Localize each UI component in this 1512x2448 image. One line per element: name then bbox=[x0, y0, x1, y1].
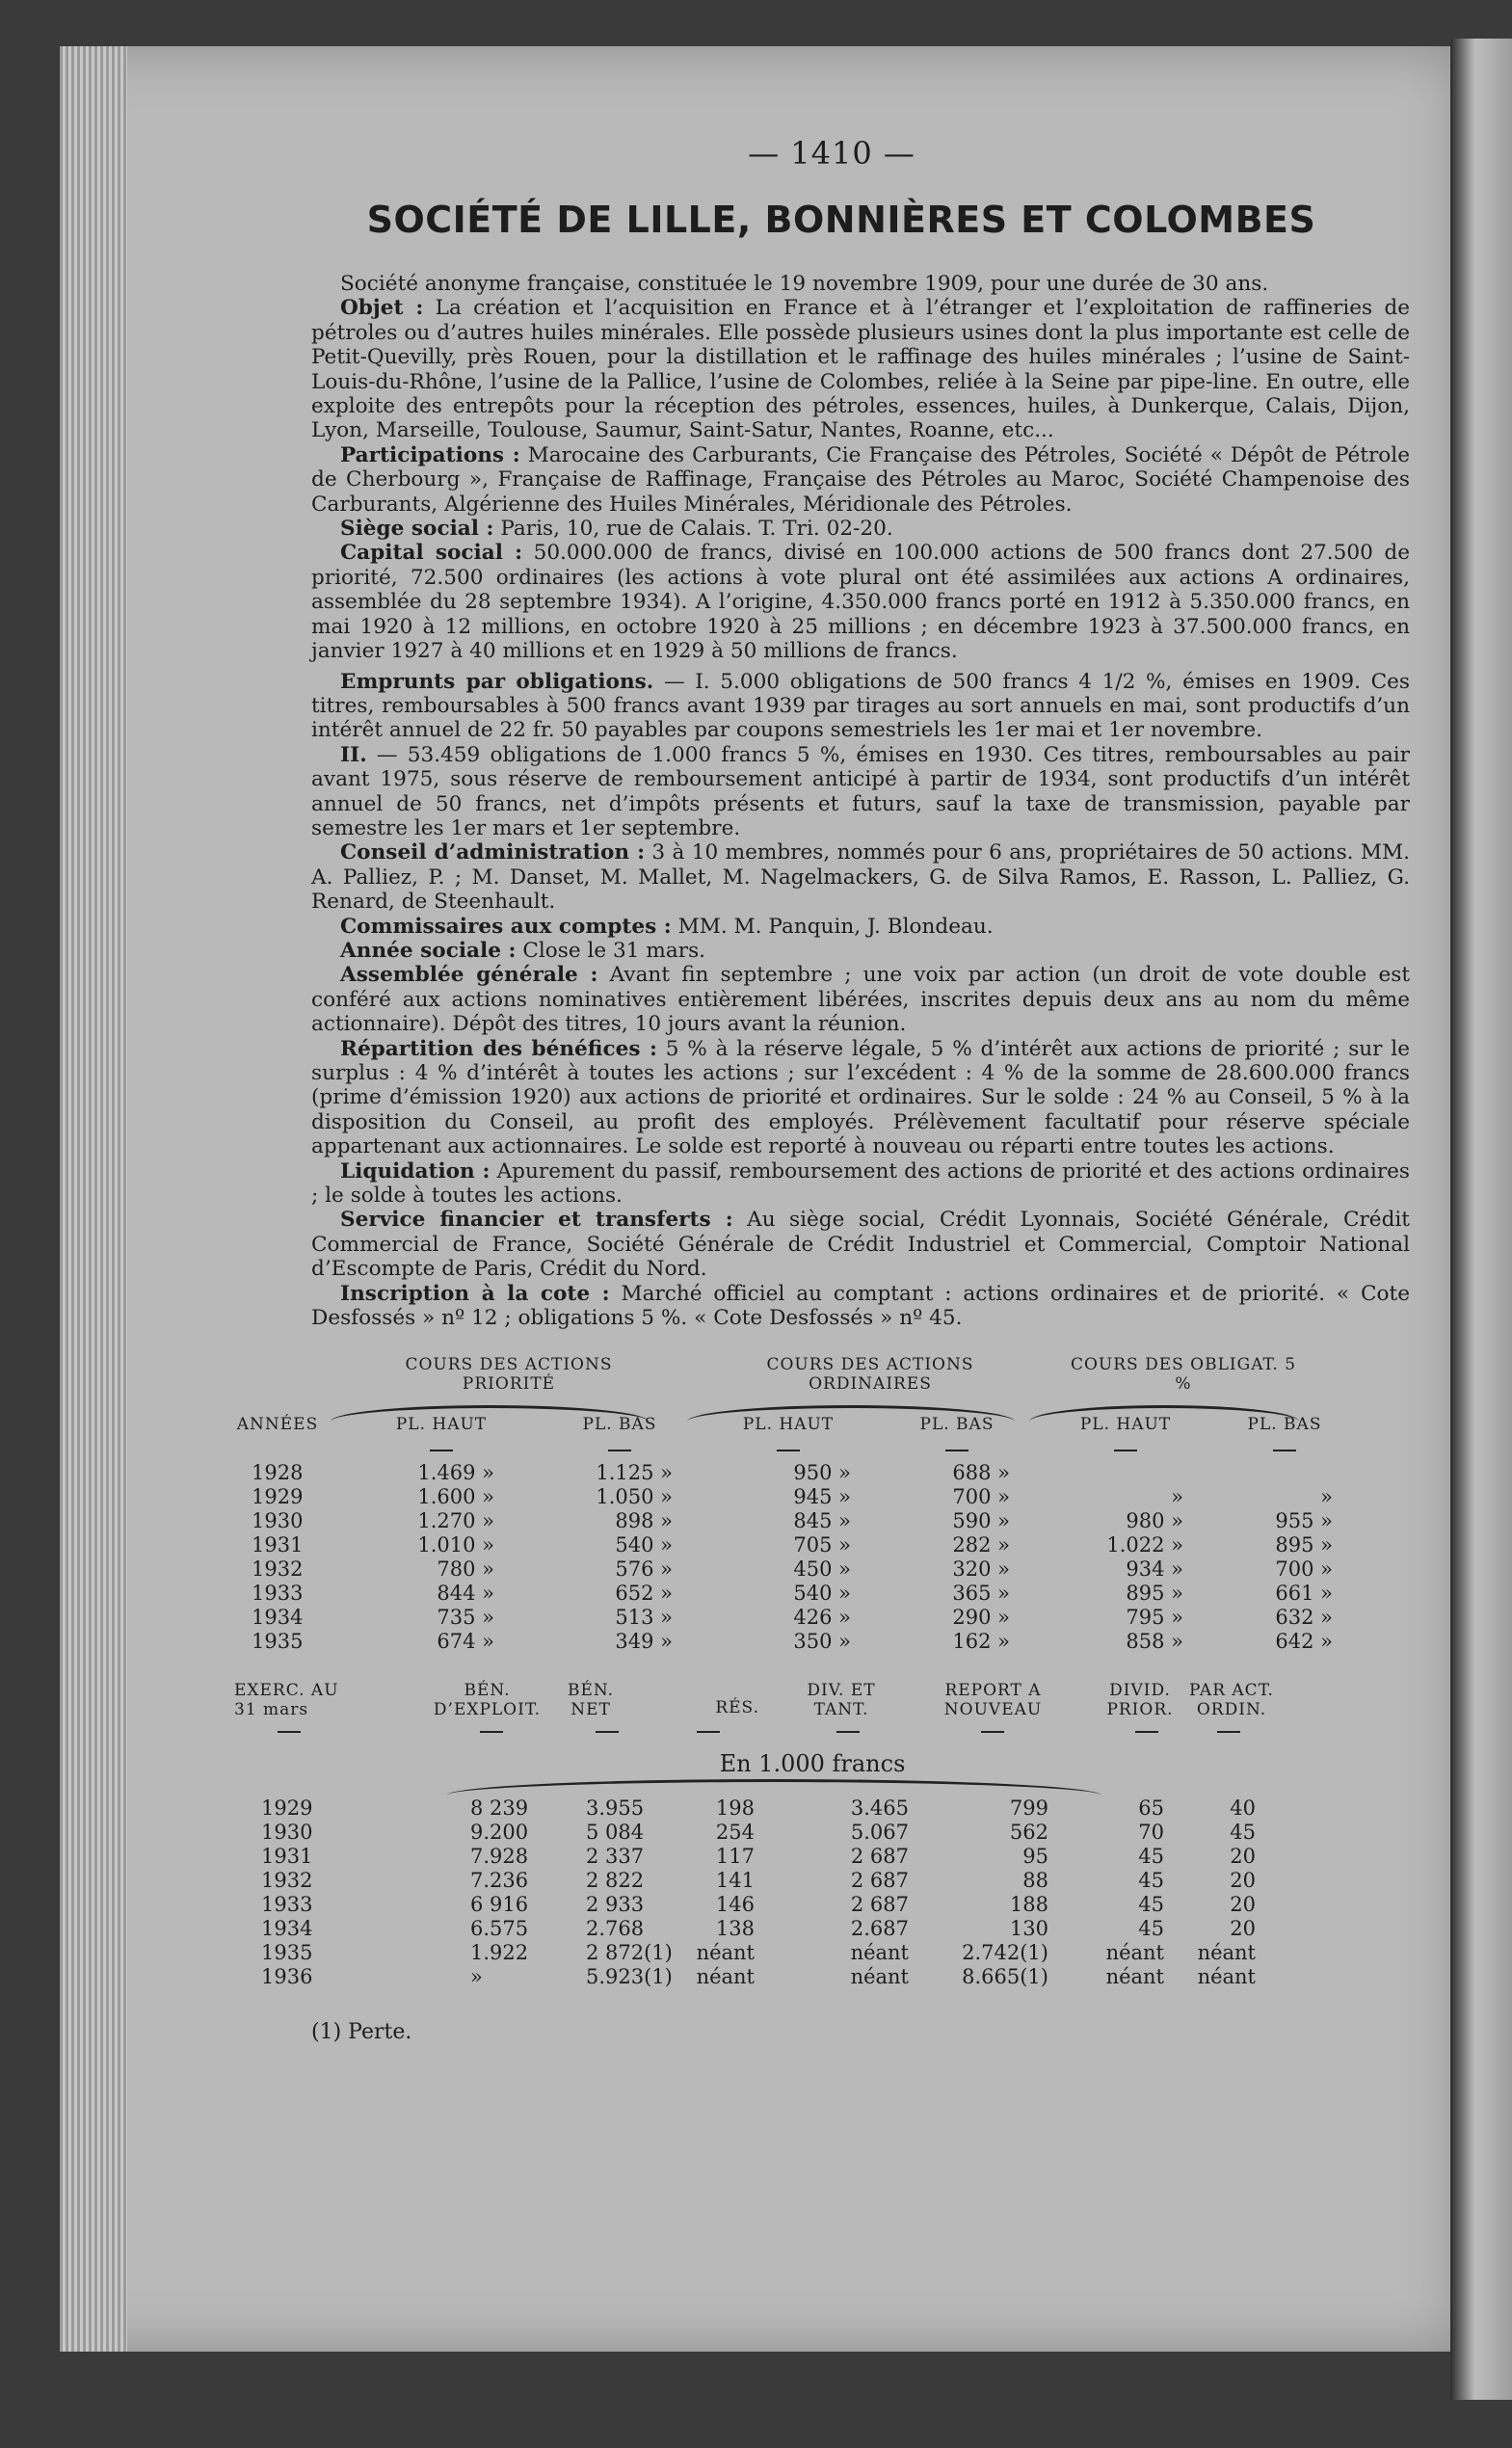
column-dash bbox=[1135, 1731, 1158, 1733]
table-cell: 20 bbox=[1230, 1869, 1256, 1893]
table-cell: 349 » bbox=[615, 1630, 673, 1654]
paragraph-text: Marché officiel au comptant : actions ordinaires et de priorité. « Cote Desfossés » nº 12 ; obligations 5 %. « Cote Desfossés » nº 45. bbox=[311, 1281, 1410, 1331]
table-cell: » bbox=[470, 1965, 483, 1989]
paragraph-text: — 53.459 obligations de 1.000 francs 5 %, émises en 1930. Ces titres, remboursables au pair avant 1975, sous réserve de remboursement anticipé à partir de 1934, sont productifs d’un intérêt annuel de 50 francs, net d’impôts présents et futurs, sauf la taxe de transmission, payable par semestre les 1er mars et 1er septembre. bbox=[311, 742, 1410, 840]
page-edge-right bbox=[1450, 39, 1512, 2400]
group-header: COURS DES ACTIONS PRIORITÉ bbox=[405, 1355, 613, 1395]
paragraph-text: 3 à 10 membres, nommés pour 6 ans, propriétaires de 50 actions. MM. A. Palliez, P. ; M. Danset, M. Mallet, M. Nagelmackers, G. de Silva Ramos, E. Rasson, L. Palliez, G. Renard, de Steenhault. bbox=[311, 840, 1410, 915]
paragraph bbox=[311, 443, 1410, 517]
table-cell: 795 » bbox=[1126, 1606, 1183, 1630]
paragraph-label: Année sociale : bbox=[340, 938, 517, 963]
table-cell: 2 687 bbox=[850, 1869, 909, 1893]
table-cell: 2 687 bbox=[850, 1845, 909, 1869]
table-cell: 7.236 bbox=[470, 1869, 529, 1893]
paragraph bbox=[311, 517, 1410, 541]
paragraph-label: Service financier et transferts : bbox=[340, 1208, 733, 1233]
table-cell: 2.742(1) bbox=[962, 1941, 1048, 1965]
table-cell: 1932 bbox=[252, 1557, 304, 1582]
table-cell: 980 » bbox=[1126, 1509, 1183, 1533]
paragraph-text: 50.000.000 de francs, divisé en 100.000 actions de 500 francs dont 27.500 de priorité, 72.500 ordinaires (les actions à vote plural ont été assimilées aux actions A ordinaires, assemblée du 28 septembre 1934). A l’origine, 4.350.000 francs porté en 1912 à 5.350.000 francs, en mai 1920 à 12 millions, en octobre 1920 à 25 millions ; en décembre 1923 à 37.500.000 francs, en janvier 1927 à 40 millions et en 1929 à 50 millions de francs. bbox=[311, 541, 1410, 664]
table-cell: 642 » bbox=[1275, 1630, 1333, 1654]
table-cell: néant bbox=[1197, 1941, 1256, 1965]
table-cell: 895 » bbox=[1126, 1582, 1183, 1606]
table-cell: 2 687 bbox=[850, 1893, 909, 1917]
table-cell: néant bbox=[1197, 1965, 1256, 1989]
table-cell: 45 bbox=[1138, 1893, 1164, 1917]
table-cell: 45 bbox=[1138, 1917, 1164, 1941]
table-cell: 1932 bbox=[261, 1869, 313, 1893]
table-cell: 40 bbox=[1230, 1796, 1256, 1821]
table-cell: 45 bbox=[1138, 1845, 1164, 1869]
table-cell: 1.922 bbox=[470, 1941, 529, 1965]
table-cell: 5.923(1) bbox=[586, 1965, 673, 1989]
table-cell: 1934 bbox=[261, 1917, 313, 1941]
table-cell: 146 bbox=[715, 1893, 755, 1917]
table-cell: 2.687 bbox=[850, 1917, 909, 1941]
table-cell: néant bbox=[850, 1965, 909, 1989]
paragraph-text: Au siège social, Crédit Lyonnais, Société Générale, Crédit Commercial de France, Société Générale de Crédit Industriel et Commercial, Comptoir National d’Escompte de Paris, Crédit du Nord. bbox=[311, 1208, 1410, 1282]
paragraph bbox=[311, 1159, 1410, 1209]
paragraph-label: Conseil d’administration : bbox=[340, 840, 646, 865]
company-title: SOCIÉTÉ DE LILLE, BONNIÈRES ET COLOMBES bbox=[366, 199, 1316, 241]
column-header: DIVID. PRIOR. bbox=[1106, 1681, 1174, 1720]
table-cell: 20 bbox=[1230, 1917, 1256, 1941]
table-cell: 20 bbox=[1230, 1845, 1256, 1869]
table-cell: 450 » bbox=[793, 1557, 851, 1582]
paragraph-text: Avant fin septembre ; une voix par action (un droit de vote double est conféré aux actions nominatives entièrement libérées, inscrites depuis deux ans au nom du même actionnaire). Dépôt des titres, 10 jours avant la réunion. bbox=[311, 963, 1410, 1037]
table-cell: 138 bbox=[715, 1917, 755, 1941]
column-header: PL. BAS bbox=[582, 1415, 657, 1435]
paragraph-text: MM. M. Panquin, J. Blondeau. bbox=[671, 914, 994, 939]
column-header: PL. BAS bbox=[919, 1415, 995, 1435]
table-cell: 365 » bbox=[952, 1582, 1010, 1606]
table-cell: 426 » bbox=[793, 1606, 851, 1630]
paragraph bbox=[311, 1037, 1410, 1159]
table-cell: 2 933 bbox=[586, 1893, 645, 1917]
table-cell: » bbox=[1171, 1485, 1183, 1509]
table-cell: 8 239 bbox=[470, 1796, 529, 1821]
table-cell: néant bbox=[850, 1941, 909, 1965]
paragraph bbox=[311, 272, 1410, 296]
column-dash bbox=[430, 1450, 453, 1451]
column-header: PL. BAS bbox=[1247, 1415, 1322, 1435]
paragraph-text: Marocaine des Carburants, Cie Française des Pétroles, Société « Dépôt de Pétrole de Cherbourg », Française de Raffinage, Française des Pétroles au Maroc, Société Champenoise des Carburants, Algérienne des Huiles Minérales, Méridionale des Pétroles. bbox=[311, 442, 1410, 517]
paragraph bbox=[311, 963, 1410, 1036]
table-cell: 130 bbox=[1009, 1917, 1048, 1941]
table-cell: 1933 bbox=[261, 1893, 313, 1917]
table-cell: 1935 bbox=[252, 1630, 304, 1654]
table-cell: 674 » bbox=[437, 1630, 494, 1654]
table-cell: néant bbox=[696, 1941, 755, 1965]
table-cell: néant bbox=[1105, 1941, 1164, 1965]
page-edge-left bbox=[60, 46, 127, 2352]
column-dash bbox=[1217, 1731, 1240, 1733]
paragraph-label: II. bbox=[340, 742, 367, 767]
page-number: — 1410 — bbox=[748, 135, 915, 172]
table-cell: 1929 bbox=[261, 1796, 313, 1821]
column-header: BÉN. NET bbox=[567, 1681, 615, 1720]
paragraph-label: Participations : bbox=[340, 442, 520, 467]
table-cell: 2 337 bbox=[586, 1845, 645, 1869]
table-cell: 290 » bbox=[952, 1606, 1010, 1630]
table-cell: 6.575 bbox=[470, 1917, 529, 1941]
paragraph-text: Société anonyme française, constituée le 19 novembre 1909, pour une durée de 30 ans. bbox=[340, 272, 1269, 296]
column-header: RÉS. bbox=[715, 1698, 759, 1718]
column-dash bbox=[1114, 1450, 1137, 1451]
table-cell: 1933 bbox=[252, 1582, 304, 1606]
table-cell: 705 » bbox=[793, 1533, 851, 1557]
table-cell: 513 » bbox=[615, 1606, 673, 1630]
table-cell: 780 » bbox=[437, 1557, 494, 1582]
paragraph-text: 5 % à la réserve légale, 5 % d’intérêt aux actions de priorité ; sur le surplus : 4 % d’intérêt à toutes les actions ; sur l’excédent : 4 % de la somme de 28.600.000 francs (prime d’émission 1920) aux actions de priorité et ordinaires. Sur le solde : 24 % au Conseil, 5 % à la disposition du Conseil, au profit des employés. Prélèvement facultatif pour réserve spéciale appartenant aux actionnaires. Le solde est reporté à nouveau ou réparti entre toutes les actions. bbox=[311, 1036, 1410, 1159]
table-cell: 735 » bbox=[437, 1606, 494, 1630]
table-cell: 188 bbox=[1009, 1893, 1048, 1917]
table-cell: 141 bbox=[715, 1869, 755, 1893]
column-header: ANNÉES bbox=[236, 1415, 319, 1435]
table-cell: 1931 bbox=[252, 1533, 304, 1557]
cours-table bbox=[236, 1355, 1410, 1673]
table-cell: 1.270 » bbox=[417, 1509, 494, 1533]
table-cell: 799 bbox=[1009, 1796, 1048, 1821]
table-cell: 844 » bbox=[437, 1582, 494, 1606]
paragraph bbox=[311, 840, 1410, 914]
table-cell: 2 822 bbox=[586, 1869, 645, 1893]
table-cell: 1.600 » bbox=[417, 1485, 494, 1509]
table-cell: 700 » bbox=[952, 1485, 1010, 1509]
footnote: (1) Perte. bbox=[311, 2020, 412, 2045]
table-cell: 7.928 bbox=[470, 1845, 529, 1869]
table-cell: 1.125 » bbox=[596, 1461, 673, 1485]
column-dash bbox=[480, 1731, 503, 1733]
column-dash bbox=[608, 1450, 631, 1451]
table-cell: 858 » bbox=[1126, 1630, 1183, 1654]
paragraph-text: Paris, 10, rue de Calais. T. Tri. 02-20. bbox=[493, 517, 893, 542]
table-cell: 198 bbox=[715, 1796, 755, 1821]
paragraph bbox=[311, 1208, 1410, 1281]
column-dash bbox=[945, 1450, 968, 1451]
table-cell: 5 084 bbox=[586, 1821, 645, 1845]
table-cell: 95 bbox=[1022, 1845, 1048, 1869]
paragraph bbox=[311, 541, 1410, 663]
table-cell: 1934 bbox=[252, 1606, 304, 1630]
paragraph-label: Siège social : bbox=[340, 517, 494, 542]
table-cell: 576 » bbox=[615, 1557, 673, 1582]
table-cell: 934 » bbox=[1126, 1557, 1183, 1582]
group-header: COURS DES OBLIGAT. 5 % bbox=[1070, 1355, 1297, 1395]
paragraph-label: Assemblée générale : bbox=[340, 963, 598, 988]
company-description bbox=[311, 272, 1410, 1330]
table-cell: 45 bbox=[1230, 1821, 1256, 1845]
table-cell: 117 bbox=[715, 1845, 755, 1869]
table-cell: 3.465 bbox=[850, 1796, 909, 1821]
paragraph-text: Apurement du passif, remboursement des actions de priorité et des actions ordinaires ; le solde à toutes les actions. bbox=[311, 1158, 1410, 1209]
table-cell: 540 » bbox=[615, 1533, 673, 1557]
table-cell: 1.050 » bbox=[596, 1485, 673, 1509]
table-cell: 845 » bbox=[793, 1509, 851, 1533]
column-header: BÉN. D’EXPLOIT. bbox=[433, 1681, 542, 1720]
column-dash bbox=[697, 1731, 720, 1733]
table-cell: 700 » bbox=[1275, 1557, 1333, 1582]
column-dash bbox=[836, 1731, 860, 1733]
table-cell: 540 » bbox=[793, 1582, 851, 1606]
table-cell: 950 » bbox=[793, 1461, 851, 1485]
table-cell: 895 » bbox=[1275, 1533, 1333, 1557]
table-cell: 88 bbox=[1022, 1869, 1048, 1893]
column-dash bbox=[596, 1731, 619, 1733]
column-dash bbox=[1273, 1450, 1296, 1451]
table-cell: 5.067 bbox=[850, 1821, 909, 1845]
table-cell: 1.010 » bbox=[417, 1533, 494, 1557]
unit-label: En 1.000 francs bbox=[719, 1750, 906, 1778]
paragraph-label: Emprunts par obligations. bbox=[340, 669, 654, 694]
paragraph bbox=[311, 670, 1410, 743]
paragraph-label: Capital social : bbox=[340, 541, 523, 566]
paragraph-label: Inscription à la cote : bbox=[340, 1281, 610, 1306]
column-dash bbox=[981, 1731, 1004, 1733]
paragraph bbox=[311, 915, 1410, 939]
table-cell: 1931 bbox=[261, 1845, 313, 1869]
table-cell: 8.665(1) bbox=[962, 1965, 1048, 1989]
column-header: PL. HAUT bbox=[1079, 1415, 1172, 1435]
table-cell: 9.200 bbox=[470, 1821, 529, 1845]
paragraph bbox=[311, 743, 1410, 841]
column-header: EXERC. AU 31 mars bbox=[234, 1681, 339, 1720]
column-header: PL. HAUT bbox=[395, 1415, 488, 1435]
table-cell: 1.469 » bbox=[417, 1461, 494, 1485]
paragraph-label: Liquidation : bbox=[340, 1158, 491, 1184]
table-cell: 350 » bbox=[793, 1630, 851, 1654]
column-dash bbox=[777, 1450, 800, 1451]
table-cell: 688 » bbox=[952, 1461, 1010, 1485]
table-cell: 652 » bbox=[615, 1582, 673, 1606]
table-cell: 562 bbox=[1009, 1821, 1048, 1845]
table-cell: 632 » bbox=[1275, 1606, 1333, 1630]
table-cell: 1930 bbox=[261, 1821, 313, 1845]
column-dash bbox=[278, 1731, 301, 1733]
table-cell: 945 » bbox=[793, 1485, 851, 1509]
table-cell: 70 bbox=[1138, 1821, 1164, 1845]
paragraph bbox=[311, 1282, 1410, 1331]
table-cell: néant bbox=[1105, 1965, 1164, 1989]
table-cell: 661 » bbox=[1275, 1582, 1333, 1606]
paragraph-label: Objet : bbox=[340, 296, 424, 321]
column-header: PL. HAUT bbox=[742, 1415, 835, 1435]
table-cell: 20 bbox=[1230, 1893, 1256, 1917]
table-cell: 254 bbox=[715, 1821, 755, 1845]
paragraph bbox=[311, 939, 1410, 963]
unit-brace bbox=[446, 1779, 1101, 1796]
table-cell: 1935 bbox=[261, 1941, 313, 1965]
table-cell: 65 bbox=[1138, 1796, 1164, 1821]
paragraph-text: Close le 31 mars. bbox=[516, 938, 706, 963]
group-header: COURS DES ACTIONS ORDINAIRES bbox=[766, 1355, 974, 1395]
paragraph bbox=[311, 296, 1410, 442]
table-cell: 6 916 bbox=[470, 1893, 529, 1917]
table-cell: 2.768 bbox=[586, 1917, 645, 1941]
column-header: PAR ACT. ORDIN. bbox=[1189, 1681, 1274, 1720]
table-cell: » bbox=[1320, 1485, 1333, 1509]
paragraph-text: La création et l’acquisition en France et à l’étranger et l’exploitation de raffineries de pétroles ou d’autres huiles minérales. Elle possède plusieurs usines dont la plus importante est celle de Petit-Quevilly, près Rouen, pour la distillation et le raffinage des huiles minérales ; l’usine de Saint-Louis-du-Rhône, l’usine de la Pallice, l’usine de Colombes, reliée à la Seine par pipe-line. En outre, elle exploite des entrepôts pour la réception des pétroles, essences, huiles, à Dunkerque, Calais, Dijon, Lyon, Marseille, Toulouse, Saumur, Saint-Satur, Nantes, Roanne, etc... bbox=[311, 296, 1410, 443]
table-cell: 898 » bbox=[615, 1509, 673, 1533]
table-cell: 320 » bbox=[952, 1557, 1010, 1582]
table-cell: 1928 bbox=[252, 1461, 304, 1485]
column-header: DIV. ET TANT. bbox=[807, 1681, 876, 1720]
table-cell: 45 bbox=[1138, 1869, 1164, 1893]
table-cell: 162 » bbox=[952, 1630, 1010, 1654]
table-cell: 1.022 » bbox=[1106, 1533, 1183, 1557]
column-header: REPORT A NOUVEAU bbox=[943, 1681, 1043, 1720]
table-cell: 1930 bbox=[252, 1509, 304, 1533]
paragraph-label: Répartition des bénéfices : bbox=[340, 1036, 657, 1061]
resultats-table bbox=[234, 1681, 1410, 2020]
paragraph-text: — I. 5.000 obligations de 500 francs 4 1/2 %, émises en 1909. Ces titres, remboursables à 500 francs avant 1939 par tirages au sort annuels en mai, sont productifs d’un intérêt annuel de 22 fr. 50 payables par coupons semestriels les 1er mai et 1er novembre. bbox=[311, 669, 1410, 743]
table-cell: 1936 bbox=[261, 1965, 313, 1989]
table-cell: 590 » bbox=[952, 1509, 1010, 1533]
table-cell: 955 » bbox=[1275, 1509, 1333, 1533]
table-cell: 3.955 bbox=[586, 1796, 645, 1821]
paragraph-label: Commissaires aux comptes : bbox=[340, 914, 672, 939]
page-content bbox=[234, 135, 1410, 2045]
table-cell: néant bbox=[696, 1965, 755, 1989]
table-cell: 282 » bbox=[952, 1533, 1010, 1557]
table-cell: 2 872(1) bbox=[586, 1941, 673, 1965]
table-cell: 1929 bbox=[252, 1485, 304, 1509]
